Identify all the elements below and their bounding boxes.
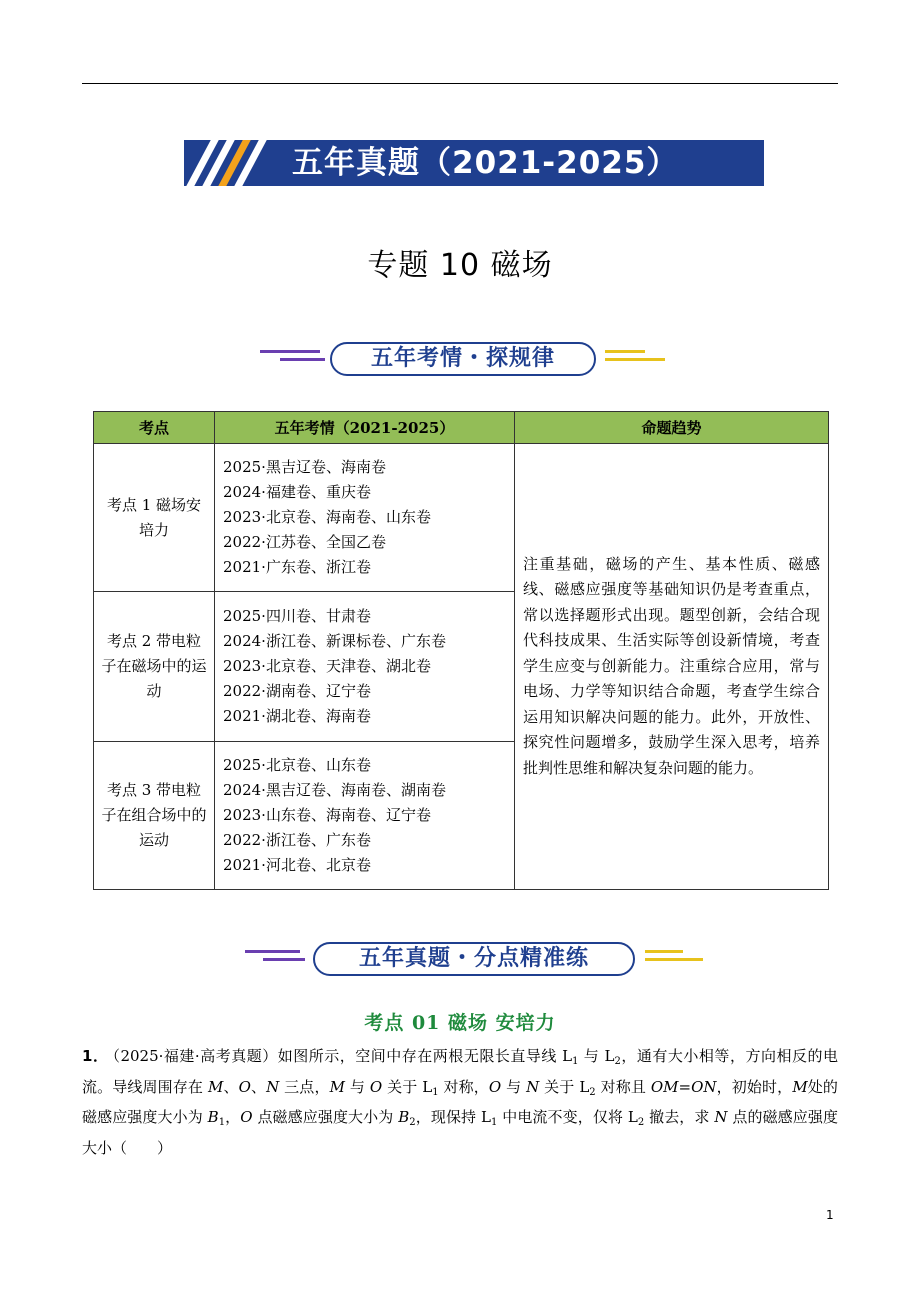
exam-entry: 2024·黑吉辽卷、海南卷、湖南卷 xyxy=(223,781,446,799)
exam-entry: 2025·黑吉辽卷、海南卷 xyxy=(223,458,386,476)
q-text: ， xyxy=(225,1108,241,1126)
q-var: O xyxy=(369,1077,383,1096)
exam-entry: 2024·福建卷、重庆卷 xyxy=(223,483,371,501)
q-var: L xyxy=(579,1077,590,1096)
q-text: ，初始时， xyxy=(716,1077,793,1096)
q-var: N xyxy=(266,1077,280,1096)
header-line xyxy=(605,350,645,353)
exam-entry: 2024·浙江卷、新课标卷、广东卷 xyxy=(223,632,446,650)
exam-entry: 2022·江苏卷、全国乙卷 xyxy=(223,533,386,551)
section-header-practice xyxy=(245,940,705,980)
column-header: 五年考情（2021-2025） xyxy=(215,412,515,444)
page-number: 1 xyxy=(826,1208,834,1222)
title-banner xyxy=(184,140,764,186)
q-var: B xyxy=(207,1108,219,1126)
q-sub: 2 xyxy=(637,1117,645,1128)
q-text: 处的磁感应强度大小为 xyxy=(82,1077,838,1126)
years-cell xyxy=(215,444,515,592)
q-sub: 2 xyxy=(614,1056,621,1067)
q-text: 、 xyxy=(223,1077,239,1096)
topic-cell: 考点 3 带电粒子在组合场中的运动 xyxy=(94,742,215,890)
q-text: 对称， xyxy=(438,1077,489,1096)
section-header-overview xyxy=(260,340,665,380)
q-text: 关于 xyxy=(382,1077,423,1096)
q-sub: 1 xyxy=(218,1117,226,1128)
q-text: 与 xyxy=(578,1047,605,1065)
question-source: （2025·福建·高考真题） xyxy=(112,1047,278,1065)
banner-title: 五年真题（2021-2025） xyxy=(292,145,679,181)
exam-entry: 2022·湖南卷、辽宁卷 xyxy=(223,682,371,700)
q-text: 关于 xyxy=(539,1077,580,1096)
header-line xyxy=(260,350,320,353)
q-sub: 2 xyxy=(589,1086,596,1098)
q-var: M xyxy=(207,1077,224,1096)
q-text: 中电流不变，仅将 xyxy=(497,1108,628,1126)
exam-entry: 2022·浙江卷、广东卷 xyxy=(223,831,371,849)
exam-entry: 2023·山东卷、海南卷、辽宁卷 xyxy=(223,806,431,824)
exam-entry: 2021·河北卷、北京卷 xyxy=(223,856,371,874)
exam-entry: 2021·湖北卷、海南卷 xyxy=(223,707,371,725)
table-row xyxy=(94,444,829,592)
topic-cell: 考点 2 带电粒子在磁场中的运动 xyxy=(94,592,215,742)
q-text: ，通有大小相等，方向相反的电流。导线周围存在 xyxy=(82,1047,838,1096)
section-title: 五年真题・分点精准练 xyxy=(313,942,635,976)
q-text: ，现保持 xyxy=(415,1108,482,1126)
trend-cell: 注重基础，磁场的产生、基本性质、磁感线、磁感应强度等基础知识仍是考查重点，常以选择题形式出现。题型创新，会结合现代科技成果、生活实际等创设新情境，考查学生应变与创新能力。注重综合应用，常与电场、力学等知识结合命题，考查学生综合运用知识解决问题的能力。此外，开放性、探究性问题增多，鼓励学生深入思考，培养批判性思维和解决复杂问题的能力。 xyxy=(515,444,829,890)
q-sub: 2 xyxy=(409,1117,416,1128)
q-text: 撤去，求 xyxy=(644,1108,715,1126)
column-header: 考点 xyxy=(94,412,215,444)
overview-table xyxy=(93,411,829,890)
years-cell xyxy=(215,742,515,890)
header-line xyxy=(605,358,665,361)
exam-entry: 2021·广东卷、浙江卷 xyxy=(223,558,371,576)
q-var: N xyxy=(714,1108,728,1126)
header-line xyxy=(645,950,683,953)
q-var: O xyxy=(238,1077,251,1096)
q-var: M xyxy=(329,1077,345,1096)
years-cell xyxy=(215,592,515,742)
q-var: O xyxy=(240,1108,253,1126)
q-text: 点磁感应强度大小为 xyxy=(252,1108,399,1126)
table-header-row xyxy=(94,412,829,444)
header-line xyxy=(263,958,305,961)
header-line xyxy=(245,950,300,953)
q-equation: OM=ON xyxy=(650,1077,717,1096)
q-var: L xyxy=(627,1108,638,1126)
q-var: N xyxy=(526,1077,540,1096)
question-1 xyxy=(82,1044,838,1161)
section-title: 五年考情・探规律 xyxy=(330,342,596,376)
q-var: M xyxy=(792,1077,808,1096)
q-sub: 1 xyxy=(490,1117,498,1128)
q-text: 与 xyxy=(344,1077,370,1096)
q-var: L xyxy=(481,1108,491,1126)
page-title: 专题 10 磁场 xyxy=(367,248,553,283)
top-rule xyxy=(82,83,838,84)
q-text: 与 xyxy=(501,1077,527,1096)
q-text: 对称且 xyxy=(595,1077,651,1096)
q-text: 三点， xyxy=(279,1077,330,1096)
q-var: L xyxy=(422,1077,433,1096)
q-text: 点的磁感应强度大小（ ） xyxy=(82,1108,838,1157)
q-sub: 1 xyxy=(432,1086,439,1098)
question-number: 1． xyxy=(82,1047,109,1065)
q-var: O xyxy=(488,1077,502,1096)
q-text: 、 xyxy=(250,1077,267,1096)
q-text: 如图所示，空间中存在两根无限长直导线 xyxy=(277,1047,563,1065)
topic-cell: 考点 1 磁场安培力 xyxy=(94,444,215,592)
topic-heading: 考点 01 磁场 安培力 xyxy=(364,1012,556,1034)
exam-entry: 2025·四川卷、甘肃卷 xyxy=(223,607,371,625)
exam-entry: 2025·北京卷、山东卷 xyxy=(223,756,371,774)
exam-entry: 2023·北京卷、海南卷、山东卷 xyxy=(223,508,431,526)
header-line xyxy=(645,958,703,961)
q-var: B xyxy=(398,1108,410,1126)
q-var: L xyxy=(604,1047,615,1065)
q-sub: 1 xyxy=(572,1056,579,1067)
header-line xyxy=(280,358,325,361)
column-header: 命题趋势 xyxy=(515,412,829,444)
exam-entry: 2023·北京卷、天津卷、湖北卷 xyxy=(223,657,431,675)
q-var: L xyxy=(562,1047,573,1065)
